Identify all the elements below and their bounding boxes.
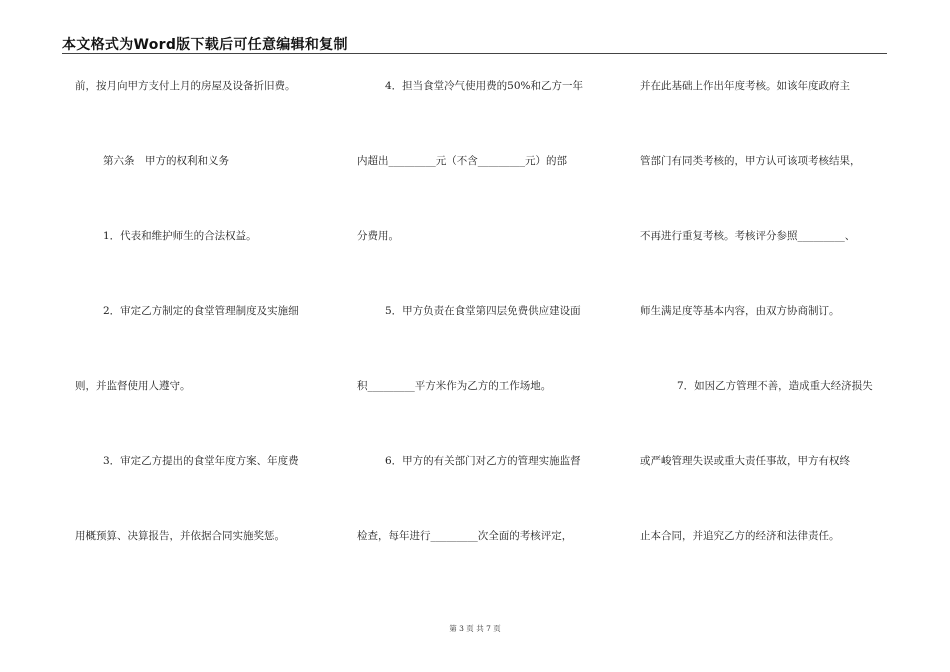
text-column-3	[640, 79, 890, 604]
text-column-2	[357, 79, 607, 604]
paragraph-line: 管部门有同类考核的，甲方认可该项考核结果，	[640, 155, 861, 167]
paragraph-line: 3．审定乙方提出的食堂年度方案、年度费	[103, 455, 299, 467]
paragraph-line: 师生满足度等基本内容，由双方协商制订。	[640, 305, 840, 317]
paragraph-line: 或严峻管理失误或重大责任事故，甲方有权终	[640, 455, 850, 467]
header-divider	[62, 53, 887, 54]
paragraph-line: 不再进行重复考核。考核评分参照_________、	[640, 230, 856, 242]
document-header-title: 本文格式为Word版下载后可任意编辑和复制	[62, 37, 348, 53]
paragraph-line: 1．代表和维护师生的合法权益。	[103, 230, 257, 242]
paragraph-line: 4．担当食堂冷气使用费的50%和乙方一年	[385, 80, 584, 92]
paragraph-line: 6．甲方的有关部门对乙方的管理实施监督	[385, 455, 581, 467]
paragraph-line: 用概预算、决算报告，并依据合同实施奖惩。	[75, 530, 285, 542]
paragraph-line: 则，并监督使用人遵守。	[75, 380, 191, 392]
paragraph-line: 2．审定乙方制定的食堂管理制度及实施细	[103, 305, 299, 317]
paragraph-line: 止本合同，并追究乙方的经济和法律责任。	[640, 530, 840, 542]
paragraph-line: 5．甲方负责在食堂第四层免费供应建设面	[385, 305, 581, 317]
text-column-1	[75, 79, 325, 604]
paragraph-line: 7．如因乙方管理不善，造成重大经济损失	[677, 380, 873, 392]
section-heading: 第六条 甲方的权利和义务	[103, 155, 229, 167]
paragraph-line: 内超出_________元（不含_________元）的部	[357, 155, 567, 167]
paragraph-line: 分费用。	[357, 230, 399, 242]
paragraph-line: 并在此基础上作出年度考核。如该年度政府主	[640, 80, 850, 92]
paragraph-line: 检查，每年进行_________次全面的考核评定，	[357, 530, 573, 542]
paragraph-line: 积_________平方米作为乙方的工作场地。	[357, 380, 552, 392]
paragraph-line: 前，按月向甲方支付上月的房屋及设备折旧费。	[75, 80, 296, 92]
page-number: 第 3 页 共 7 页	[449, 624, 501, 633]
